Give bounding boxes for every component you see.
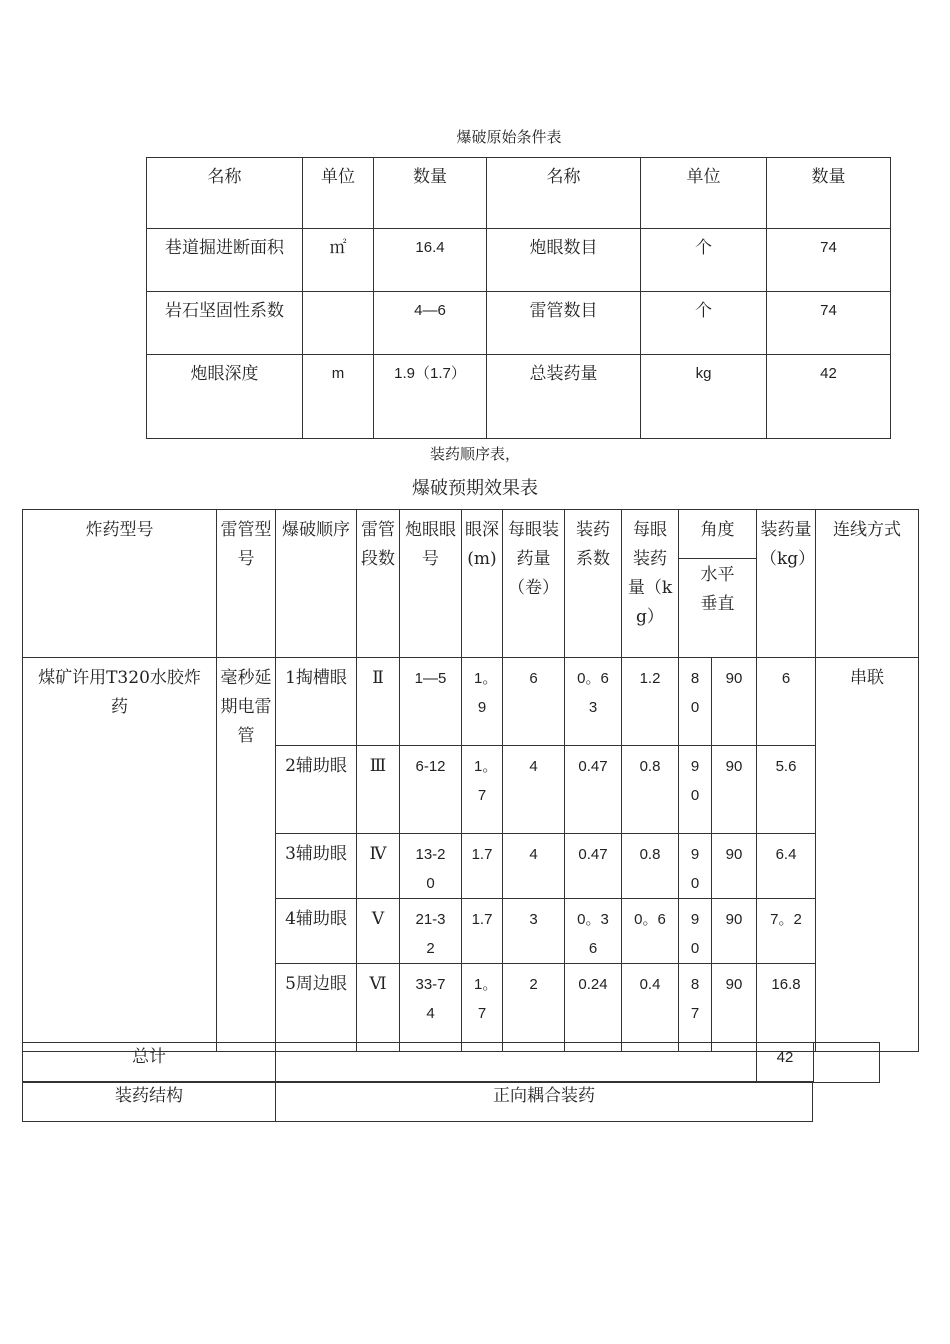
cell: 1.7 — [462, 899, 503, 964]
cell: 4辅助眼 — [276, 899, 357, 964]
table-row — [23, 1082, 813, 1122]
cell: 1。7 — [462, 964, 503, 1052]
cell: 1—5 — [400, 658, 462, 746]
cell: 1。7 — [462, 746, 503, 834]
cell: 岩石坚固性系数 — [147, 292, 303, 355]
cell: 0。36 — [565, 899, 622, 964]
cell: 1.7 — [462, 834, 503, 899]
cell: 87 — [679, 964, 712, 1052]
structure-value: 正向耦合装药 — [276, 1082, 813, 1122]
header-charge-rolls: 每眼装药量（卷） — [503, 510, 565, 658]
cell: 4—6 — [374, 292, 487, 355]
cell: 1掏槽眼 — [276, 658, 357, 746]
table-header-row — [23, 510, 919, 559]
header-unit: 单位 — [303, 158, 374, 229]
table-row — [147, 229, 891, 292]
table-header-row — [147, 158, 891, 229]
charge-structure-table — [22, 1081, 813, 1122]
cell: 0.24 — [565, 964, 622, 1052]
table-row — [23, 1043, 880, 1083]
explosive-type-cell: 煤矿许用T320水胶炸药 — [23, 658, 217, 1052]
cell: Ⅳ — [357, 834, 400, 899]
cell: 90 — [679, 899, 712, 964]
header-horizontal-vertical — [679, 559, 757, 658]
cell: 90 — [712, 746, 757, 834]
header-horizontal: 水平 — [700, 565, 735, 585]
cell: 13-20 — [400, 834, 462, 899]
table2-note: 装药顺序表， — [429, 445, 520, 463]
charging-effect-table — [22, 509, 919, 1052]
header-connection: 连线方式 — [816, 510, 919, 658]
cell: Ⅴ — [357, 899, 400, 964]
cell: ㎡ — [303, 229, 374, 292]
cell: 0。6 — [622, 899, 679, 964]
cell — [814, 1043, 880, 1083]
cell: 个 — [641, 229, 767, 292]
blasting-conditions-table — [146, 157, 891, 439]
cell: 80 — [679, 658, 712, 746]
structure-label: 装药结构 — [23, 1082, 276, 1122]
cell: 5.6 — [757, 746, 816, 834]
header-quantity-2: 数量 — [767, 158, 891, 229]
cell: 42 — [767, 355, 891, 439]
connection-cell: 串联 — [816, 658, 919, 1052]
header-detonator-segment: 雷管段数 — [357, 510, 400, 658]
header-detonator-type: 雷管型号 — [217, 510, 276, 658]
cell: 5周边眼 — [276, 964, 357, 1052]
cell: 巷道掘进断面积 — [147, 229, 303, 292]
cell: 90 — [712, 834, 757, 899]
total-value: 42 — [757, 1043, 814, 1083]
cell: 21-32 — [400, 899, 462, 964]
cell: 3 — [503, 899, 565, 964]
table-row — [23, 658, 919, 746]
cell: 1.2 — [622, 658, 679, 746]
cell — [303, 292, 374, 355]
total-label: 总计 — [23, 1043, 276, 1083]
header-angle: 角度 — [679, 510, 757, 559]
cell: 16.4 — [374, 229, 487, 292]
cell: 0.8 — [622, 834, 679, 899]
cell: 90 — [679, 834, 712, 899]
cell: 6 — [503, 658, 565, 746]
total-row-table — [22, 1042, 880, 1083]
cell: 6-12 — [400, 746, 462, 834]
cell: 74 — [767, 229, 891, 292]
header-charge-kg: 每眼装药量（kg） — [622, 510, 679, 658]
cell: 4 — [503, 746, 565, 834]
cell: 16.8 — [757, 964, 816, 1052]
header-charge-total: 装药量（kg） — [757, 510, 816, 658]
cell: 炮眼数目 — [487, 229, 641, 292]
cell — [276, 1043, 757, 1083]
table-row — [147, 292, 891, 355]
header-unit-2: 单位 — [641, 158, 767, 229]
cell: 总装药量 — [487, 355, 641, 439]
cell: 6.4 — [757, 834, 816, 899]
header-name-2: 名称 — [487, 158, 641, 229]
detonator-type-cell: 毫秒延期电雷管 — [217, 658, 276, 1052]
cell: kg — [641, 355, 767, 439]
cell: 炮眼深度 — [147, 355, 303, 439]
cell: 0.47 — [565, 834, 622, 899]
cell: 7。2 — [757, 899, 816, 964]
cell: 6 — [757, 658, 816, 746]
cell: 90 — [712, 658, 757, 746]
cell: 0.8 — [622, 746, 679, 834]
cell: Ⅲ — [357, 746, 400, 834]
header-hole-number: 炮眼眼号 — [400, 510, 462, 658]
cell: 2 — [503, 964, 565, 1052]
cell: 90 — [679, 746, 712, 834]
cell: m — [303, 355, 374, 439]
cell: 1.9（1.7） — [374, 355, 487, 439]
header-quantity: 数量 — [374, 158, 487, 229]
cell: 个 — [641, 292, 767, 355]
table1-title: 爆破原始条件表 — [456, 128, 562, 146]
cell: 0。63 — [565, 658, 622, 746]
cell: 雷管数目 — [487, 292, 641, 355]
cell: Ⅱ — [357, 658, 400, 746]
cell: 0.47 — [565, 746, 622, 834]
header-sequence: 爆破顺序 — [276, 510, 357, 658]
cell: Ⅵ — [357, 964, 400, 1052]
header-hole-depth: 眼深(m) — [462, 510, 503, 658]
cell: 90 — [712, 964, 757, 1052]
header-vertical: 垂直 — [700, 594, 735, 614]
cell: 74 — [767, 292, 891, 355]
header-explosive-type: 炸药型号 — [23, 510, 217, 658]
cell: 3辅助眼 — [276, 834, 357, 899]
cell: 33-74 — [400, 964, 462, 1052]
cell: 1。9 — [462, 658, 503, 746]
cell: 2辅助眼 — [276, 746, 357, 834]
cell: 4 — [503, 834, 565, 899]
table-row — [147, 355, 891, 439]
header-name: 名称 — [147, 158, 303, 229]
cell: 90 — [712, 899, 757, 964]
cell: 0.4 — [622, 964, 679, 1052]
header-charge-coefficient: 装药系数 — [565, 510, 622, 658]
table3-title: 爆破预期效果表 — [412, 478, 538, 499]
